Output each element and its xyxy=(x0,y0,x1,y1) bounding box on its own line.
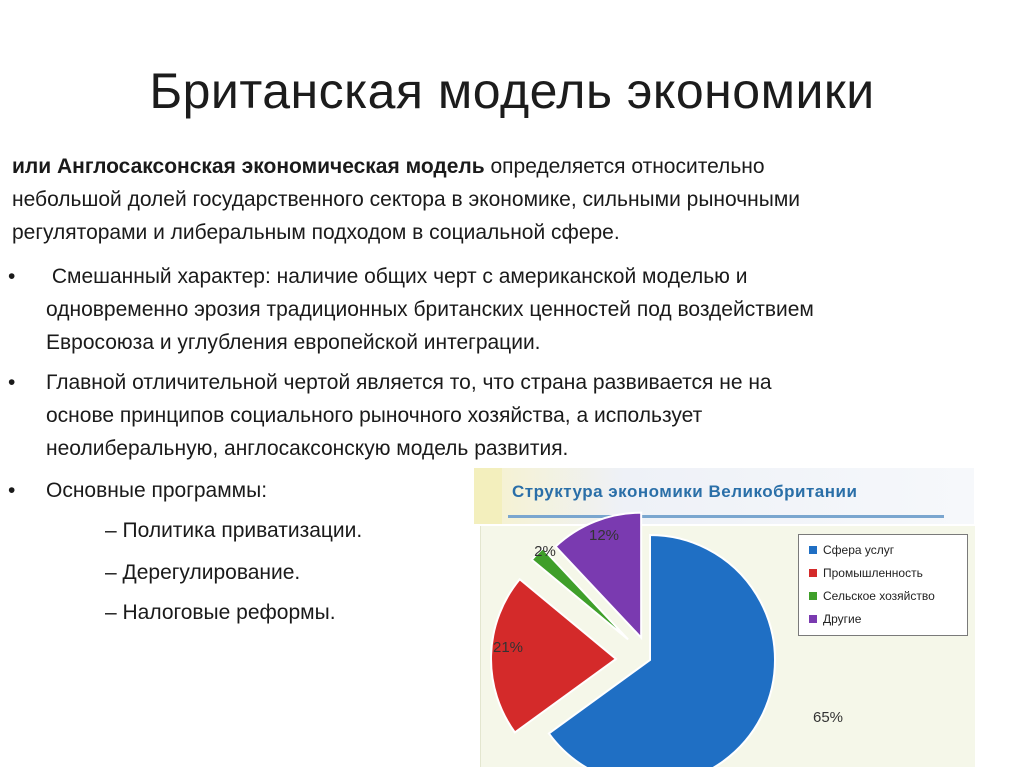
bullet-2-line-2: основе принципов социального рыночного хозяйства, а использует xyxy=(46,404,703,427)
bullet-marker-3: • xyxy=(8,479,16,502)
legend-item-agriculture xyxy=(809,589,935,603)
intro-line-2: небольшой долей государственного сектора в экономике, сильными рыночными xyxy=(12,188,801,211)
program-item-1: – Политика приватизации. xyxy=(105,519,363,542)
legend-item-other xyxy=(809,612,861,626)
bullet-marker-1: • xyxy=(8,265,16,288)
legend-item-industry xyxy=(809,566,923,580)
legend-label-industry: Промышленность xyxy=(823,566,923,580)
bullet-3-line-1: Основные программы: xyxy=(46,479,268,502)
pie-label-services: 65% xyxy=(812,709,844,726)
chart-legend xyxy=(798,534,968,636)
bullet-1-line-2: одновременно эрозия традиционных британских ценностей под воздействием xyxy=(46,298,814,321)
legend-swatch-agriculture xyxy=(809,592,817,600)
bullet-2-line-3: неолиберальную, англосаксонскую модель развития. xyxy=(46,437,569,460)
program-item-2: – Дерегулирование. xyxy=(105,561,301,584)
intro-bold-term: или Англосаксонская экономическая модель xyxy=(12,155,485,178)
legend-label-agriculture: Сельское хозяйство xyxy=(823,589,935,603)
slide-title: Британская модель экономики xyxy=(149,63,875,119)
chart-title: Структура экономики Великобритании xyxy=(512,482,858,501)
intro-text-1: определяется относительно xyxy=(484,155,765,178)
legend-swatch-other xyxy=(809,615,817,623)
legend-item-services xyxy=(809,543,894,557)
bullet-1-line-1: Смешанный характер: наличие общих черт с американской моделью и xyxy=(46,265,748,288)
legend-label-services: Сфера услуг xyxy=(823,543,895,557)
pie-label-agriculture: 2% xyxy=(534,543,556,560)
legend-label-other: Другие xyxy=(823,612,862,626)
legend-swatch-services xyxy=(809,546,817,554)
legend-swatch-industry xyxy=(809,569,817,577)
bullet-2-line-1: Главной отличительной чертой является то, что страна развивается не на xyxy=(46,371,772,394)
program-item-3: – Налоговые реформы. xyxy=(105,601,336,624)
bullet-marker-2: • xyxy=(8,371,16,394)
bullet-1-line-3: Евросоюза и углубления европейской интеграции. xyxy=(46,331,541,354)
pie-label-industry: 21% xyxy=(492,639,524,656)
intro-line-3: регуляторами и либеральным подходом в социальной сфере. xyxy=(12,221,620,244)
pie-label-other: 12% xyxy=(588,527,620,544)
